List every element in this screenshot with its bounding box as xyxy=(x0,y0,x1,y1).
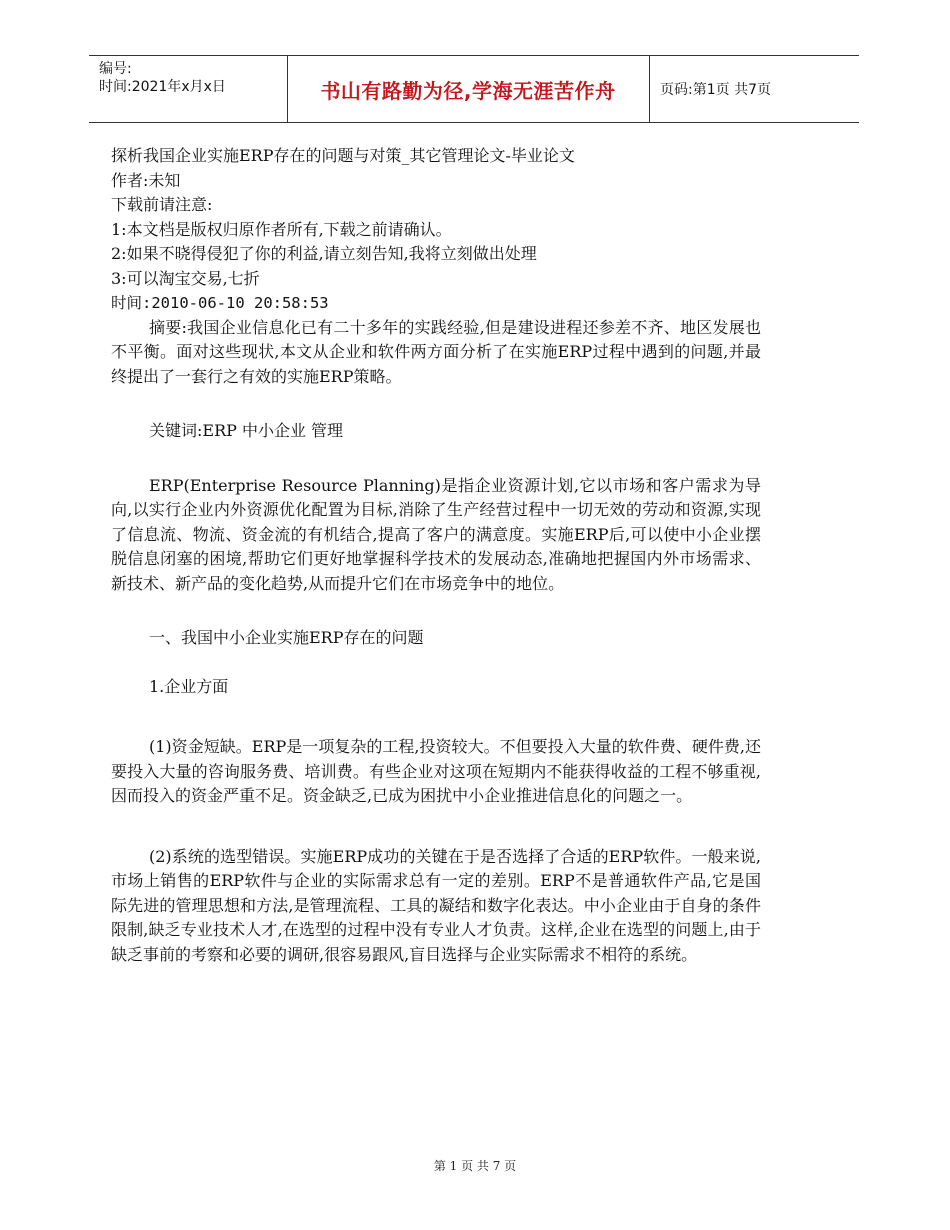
document-body xyxy=(111,144,761,967)
document-author: 作者:未知 xyxy=(111,170,181,190)
section-heading: 一、我国中小企业实施ERP存在的问题 xyxy=(149,628,424,647)
abstract-paragraph: 摘要:我国企业信息化已有二十多年的实践经验,但是建设进程还参差不齐、地区发展也不平衡。面对这些现状,本文从企业和软件两方面分析了在实施ERP过程中遇到的问题,并最终提出了一套行之有效的实施ERP策略。 xyxy=(111,317,761,386)
document-title: 探析我国企业实施ERP存在的问题与对策_其它管理论文-毕业论文 xyxy=(111,146,575,165)
header-time-label: 时间:2021年x月x日 xyxy=(99,79,226,95)
intro-paragraph: ERP(Enterprise Resource Planning)是指企业资源计划,它以市场和客户需求为导向,以实行企业内外资源优化配置为目标,消除了生产经营过程中一切无效的劳动和资源,实现了信息流、物流、资金流的有机结合,提高了客户的满意度。实施ERP后,可以使中小企业摆脱信息闭塞的困境,帮助它们更好地掌握科学技术的发展动态,准确地把握国内外市场需求、新技术、新产品的变化趋势,从而提升它们在市场竞争中的地位。 xyxy=(111,475,761,593)
notice-item: 2:如果不晓得侵犯了你的利益,请立刻告知,我将立刻做出处理 xyxy=(111,244,537,263)
notice-item: 3:可以淘宝交易,七折 xyxy=(111,268,260,288)
header-divider xyxy=(649,56,650,122)
keywords-line: 关键词:ERP 中小企业 管理 xyxy=(149,421,344,440)
page-footer: 第 1 页 共 7 页 xyxy=(433,1159,517,1173)
page-header xyxy=(89,55,859,123)
header-page-info: 页码:第1页 共7页 xyxy=(660,82,771,98)
body-paragraph: (2)系统的选型错误。实施ERP成功的关键在于是否选择了合适的ERP软件。一般来说,市场上销售的ERP软件与企业的实际需求总有一定的差别。ERP不是普通软件产品,它是国际先进的管理思想和方法,是管理流程、工具的凝结和数字化表达。中小企业由于自身的条件限制,缺乏专业技术人才,在选型的过程中没有专业人才负责。这样,企业在选型的问题上,由于缺乏事前的考察和必要的调研,很容易跟风,盲目选择与企业实际需求不相符的系统。 xyxy=(111,846,761,964)
header-number-label: 编号: xyxy=(99,61,132,77)
notice-item: 1:本文档是版权归原作者所有,下载之前请确认。 xyxy=(111,219,452,239)
body-paragraph: (1)资金短缺。ERP是一项复杂的工程,投资较大。不但要投入大量的软件费、硬件费,还要投入大量的咨询服务费、培训费。有些企业对这项在短期内不能获得收益的工程不够重视,因而投入的资金严重不足。资金缺乏,已成为困扰中小企业推进信息化的问题之一。 xyxy=(111,737,761,805)
notice-heading: 下载前请注意: xyxy=(111,195,213,214)
header-meta xyxy=(99,60,287,96)
header-motto: 书山有路勤为径,学海无涯苦作舟 xyxy=(320,78,616,103)
subsection-heading: 1.企业方面 xyxy=(149,676,229,696)
document-time: 时间:2010-06-10 20:58:53 xyxy=(111,294,329,312)
